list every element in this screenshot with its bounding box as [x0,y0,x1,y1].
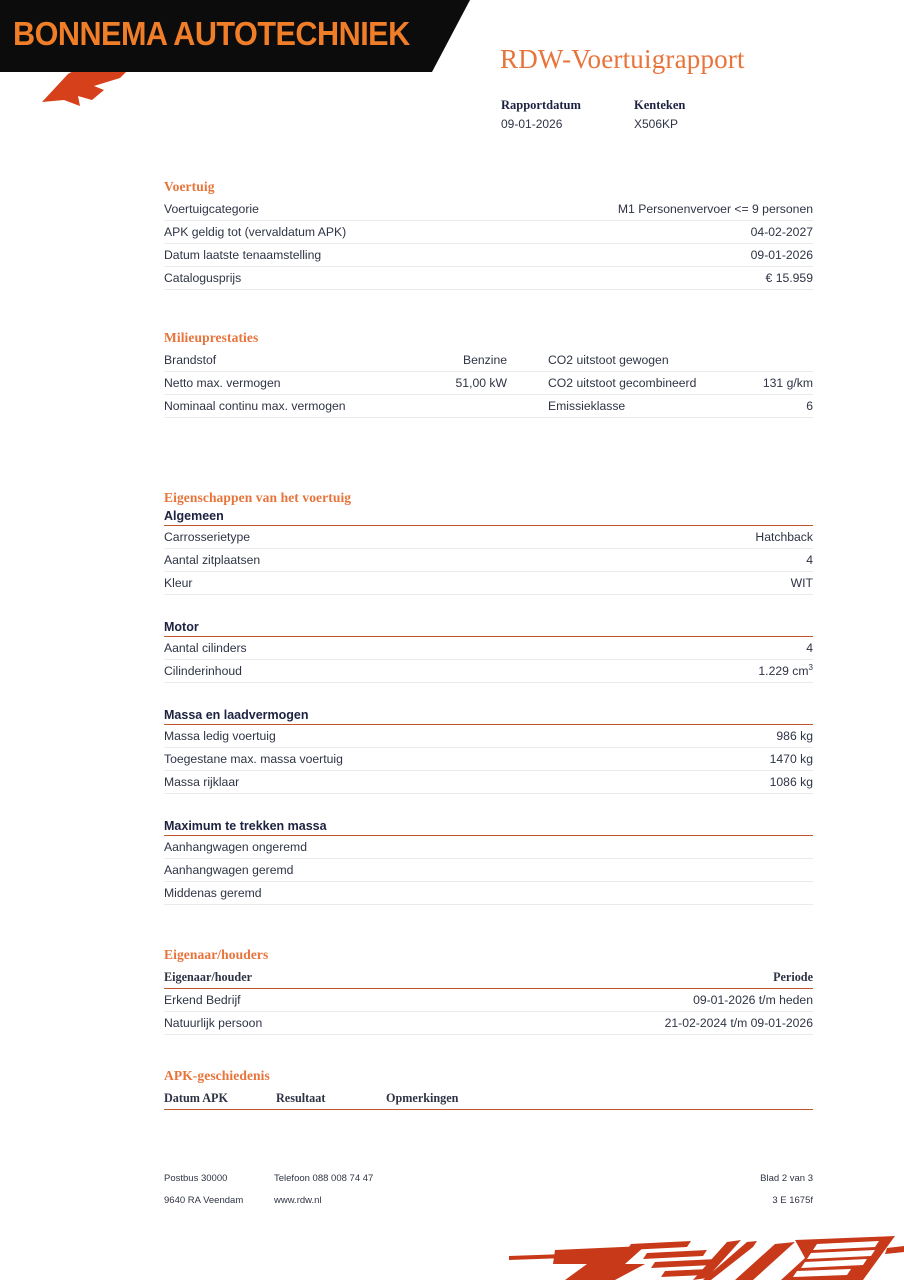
row-label: APK geldig tot (vervaldatum APK) [164,221,489,244]
table-row [164,882,813,905]
row-value [489,882,814,905]
kenteken-value: X506KP [634,117,679,131]
row-label: Aantal zitplaatsen [164,549,489,572]
row-label: Carrosserietype [164,526,489,549]
section-heading-apk: APK-geschiedenis [164,1068,270,1083]
milieuprestaties-table [164,349,813,418]
table-row [164,748,813,771]
table-row [164,244,813,267]
table-row [164,549,813,572]
row-value: Hatchback [489,526,814,549]
row-value-2: 131 g/km [707,372,813,395]
row-label: Aanhangwagen ongeremd [164,836,489,859]
footer-line-2 [164,1190,813,1212]
section-eigenschappen [164,490,813,905]
row-value: € 15.959 [489,267,814,290]
group-title: Algemeen [164,509,224,523]
footer-city: 9640 RA Veendam [164,1195,244,1206]
table-row [164,221,813,244]
row-value [489,859,814,882]
footer-page-number: Blad 2 van 3 [760,1173,813,1184]
section-voertuig [164,179,813,290]
row-label: Aantal cilinders [164,637,489,660]
group-massa [164,708,813,794]
table-row [164,526,813,549]
page-title: RDW-Voertuigrapport [500,44,745,74]
footer-website[interactable]: www.rdw.nl [274,1195,322,1206]
massa-table [164,725,813,794]
column-header-datum-apk: Datum APK [164,1090,228,1105]
table-row [164,198,813,221]
group-trekken-massa [164,819,813,905]
row-value-sup: 3 [808,662,813,672]
row-label: Natuurlijk persoon [164,1012,489,1035]
row-value: 4 [489,637,814,660]
column-header-opmerkingen: Opmerkingen [386,1090,459,1105]
meta-rapportdatum [501,97,634,134]
footer-postbus: Postbus 30000 [164,1173,228,1184]
section-eigenaar-houders [164,947,813,1035]
column-header-resultaat: Resultaat [276,1090,326,1105]
group-title: Motor [164,620,199,634]
table-row [164,372,813,395]
eigenaar-rows [164,989,813,1035]
group-motor [164,620,813,683]
row-label: Massa ledig voertuig [164,725,489,748]
rdw-speed-lines-graphic [495,1228,904,1280]
row-value: 1.229 cm [758,663,809,678]
group-title: Massa en laadvermogen [164,708,309,722]
section-heading-eigenschappen: Eigenschappen van het voertuig [164,490,352,505]
row-label: Nominaal continu max. vermogen [164,395,409,418]
trekken-massa-table [164,836,813,905]
table-row [164,660,813,683]
row-label: Massa rijklaar [164,771,489,794]
page-footer [164,1168,813,1212]
section-heading-voertuig: Voertuig [164,179,215,194]
divider [164,1109,813,1110]
voertuig-table [164,198,813,290]
meta-kenteken [634,97,685,134]
report-meta [501,97,685,134]
footer-form-code: 3 E 1675f [772,1195,813,1206]
row-value: 1086 kg [489,771,814,794]
kenteken-label: Kenteken [634,98,686,112]
table-row [164,267,813,290]
row-value: 4 [489,549,814,572]
company-name: BONNEMA AUTOTECHNIEK [13,16,410,53]
row-label: Datum laatste tenaamstelling [164,244,489,267]
row-value: 09-01-2026 [489,244,814,267]
footer-line-1 [164,1168,813,1190]
row-value-2: 6 [707,395,813,418]
row-value: Benzine [409,349,507,372]
row-label: Middenas geremd [164,882,489,905]
table-header-row [164,966,813,988]
row-value [409,395,507,418]
row-value: 04-02-2027 [489,221,814,244]
row-label: Netto max. vermogen [164,372,409,395]
row-label: Erkend Bedrijf [164,989,489,1012]
table-row [164,836,813,859]
group-title: Maximum te trekken massa [164,819,327,833]
row-value: 21-02-2024 t/m 09-01-2026 [489,1012,814,1035]
rapportdatum-value: 09-01-2026 [501,117,563,131]
row-value: 986 kg [489,725,814,748]
row-value-2 [707,349,813,372]
column-header-eigenaar: Eigenaar/houder [164,969,253,984]
row-value-cilinderinhoud [489,660,814,683]
footer-telefoon: Telefoon 088 008 74 47 [274,1173,374,1184]
row-value: M1 Personenvervoer <= 9 personen [489,198,814,221]
section-heading-milieuprestaties: Milieuprestaties [164,330,259,345]
apk-table [164,1087,813,1109]
motor-table [164,637,813,683]
eigenaar-table [164,966,813,988]
table-row [164,1012,813,1035]
section-heading-eigenaar: Eigenaar/houders [164,947,269,962]
table-row [164,989,813,1012]
table-row [164,572,813,595]
row-value: 51,00 kW [409,372,507,395]
row-label: Voertuigcategorie [164,198,489,221]
row-label-2: CO2 uitstoot gewogen [507,349,707,372]
row-label-2: CO2 uitstoot gecombineerd [507,372,707,395]
row-value: 09-01-2026 t/m heden [489,989,814,1012]
table-row [164,349,813,372]
table-row [164,395,813,418]
group-algemeen [164,509,813,595]
table-row [164,725,813,748]
section-milieuprestaties [164,330,813,418]
table-row [164,771,813,794]
section-apk-geschiedenis [164,1068,813,1110]
rapportdatum-label: Rapportdatum [501,98,581,112]
row-label: Toegestane max. massa voertuig [164,748,489,771]
row-label: Kleur [164,572,489,595]
row-value: WIT [489,572,814,595]
table-header-row [164,1087,813,1109]
row-label: Cilinderinhoud [164,660,489,683]
table-row [164,637,813,660]
row-value [489,836,814,859]
table-row [164,859,813,882]
row-value: 1470 kg [489,748,814,771]
row-label: Catalogusprijs [164,267,489,290]
row-label-2: Emissieklasse [507,395,707,418]
algemeen-table [164,526,813,595]
row-label: Brandstof [164,349,409,372]
column-header-periode: Periode [773,969,813,984]
row-label: Aanhangwagen geremd [164,859,489,882]
